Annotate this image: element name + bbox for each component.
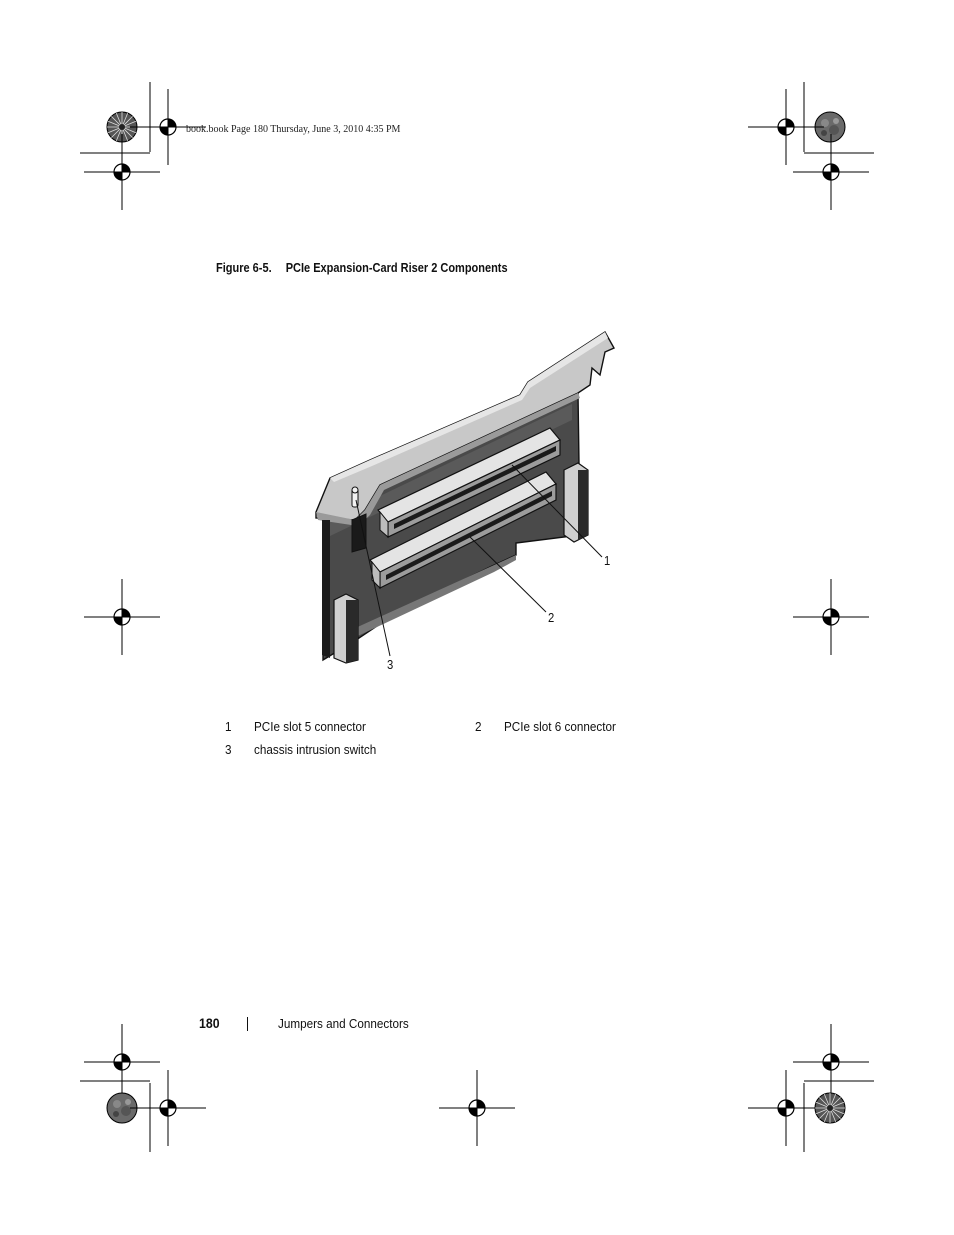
page-number: 180 (199, 1015, 220, 1031)
callout-1: 1 (604, 554, 611, 568)
legend-item-3-label: chassis intrusion switch (254, 742, 377, 757)
footer-separator (247, 1017, 248, 1031)
legend-item-3-number: 3 (225, 742, 232, 757)
legend-item-2-label: PCIe slot 6 connector (504, 719, 616, 734)
footer-section-title: Jumpers and Connectors (278, 1016, 409, 1031)
callout-3: 3 (387, 658, 394, 672)
figure-title: PCIe Expansion-Card Riser 2 Components (285, 261, 508, 275)
callout-2: 2 (548, 611, 555, 625)
figure-number: Figure 6-5. (216, 261, 272, 275)
print-header: book.book Page 180 Thursday, June 3, 2010 4:35 PM (186, 124, 401, 135)
legend-item-1-label: PCIe slot 5 connector (254, 719, 366, 734)
left-standoff (334, 594, 358, 663)
legend-item-1-number: 1 (225, 719, 232, 734)
legend-item-2-number: 2 (475, 719, 482, 734)
